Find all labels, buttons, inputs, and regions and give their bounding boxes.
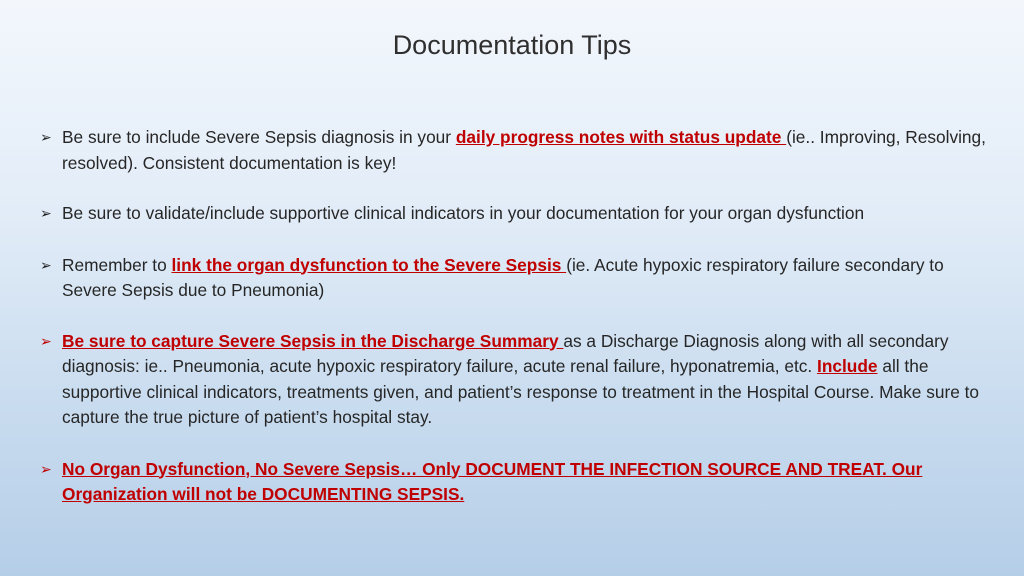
arrow-bullet-icon: ➢ <box>40 332 52 349</box>
bullet-text <box>62 329 990 431</box>
bullet-highlight: No Organ Dysfunction, No Severe Sepsis… Only DOCUMENT THE INFECTION SOURCE AND TREAT. Our Organization will not be DOCUMENTING SEPSIS. <box>62 458 923 504</box>
bullet-highlight: link the organ dysfunction to the Severe Sepsis <box>171 254 567 275</box>
bullet-text <box>62 125 990 176</box>
bullet-text-segment: as a Discharge Diagnosis along with all secondary diagnosis: ie.. Pneumonia, acute hypoxic respiratory failure, acute renal failure, hyponatremia, etc. <box>62 330 949 376</box>
slide-title: Documentation Tips <box>392 30 632 60</box>
arrow-bullet-icon: ➢ <box>40 256 52 273</box>
bullet-text-segment: Be sure to include Severe Sepsis diagnosis in your <box>62 127 456 147</box>
bullet-item <box>40 201 990 227</box>
bullet-item <box>40 253 990 304</box>
bullet-text <box>62 253 990 304</box>
bullet-text-segment: (ie.. Improving, Resolving, resolved). Consistent documentation is key! <box>62 127 986 173</box>
bullet-item <box>40 329 990 431</box>
bullet-item <box>40 125 990 176</box>
bullet-highlight: daily progress notes with status update <box>455 127 787 147</box>
bullet-item <box>40 457 990 508</box>
bullet-text-segment: all the supportive clinical indicators, treatments given, and patient’s response to treatment in the Hospital Course. Make sure to capture the true picture of patient’s hospital stay. <box>62 356 980 427</box>
bullet-highlight: Include <box>817 356 878 376</box>
arrow-bullet-icon: ➢ <box>40 129 52 145</box>
arrow-bullet-icon: ➢ <box>40 205 52 221</box>
bullet-highlight: Be sure to capture Severe Sepsis in the Discharge Summary <box>62 330 564 351</box>
bullet-text: Be sure to validate/include supportive clinical indicators in your documentation for your organ dysfunction <box>62 203 865 223</box>
bullet-list <box>40 125 990 508</box>
bullet-text-segment: (ie. Acute hypoxic respiratory failure secondary to Severe Sepsis due to Pneumonia) <box>62 254 944 300</box>
bullet-text-segment: Remember to <box>62 254 172 275</box>
arrow-bullet-icon: ➢ <box>40 460 52 477</box>
